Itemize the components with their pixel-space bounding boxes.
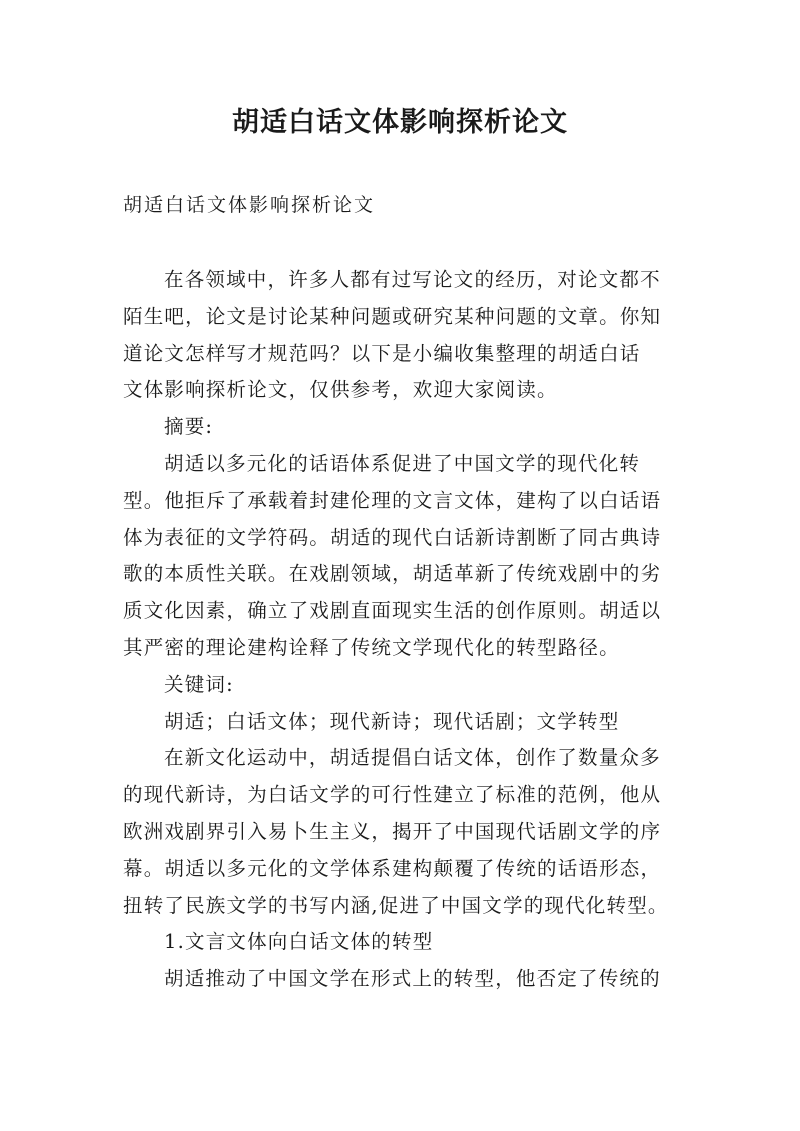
paragraph-line: 胡适推动了中国文学在形式上的转型，他否定了传统的: [164, 967, 661, 991]
paragraph-line: 欧洲戏剧界引入易卜生主义，揭开了中国现代话剧文学的序: [123, 819, 662, 843]
paragraph-line: 体为表征的文学符码。胡适的现代白话新诗割断了同古典诗: [123, 525, 662, 549]
paragraph-line: 其严密的理论建构诠释了传统文学现代化的转型路径。: [123, 635, 620, 659]
paragraph-line: 道论文怎样写才规范吗？以下是小编收集整理的胡适白话: [123, 341, 641, 365]
paragraph-line: 在新文化运动中，胡适提倡白话文体，创作了数量众多: [164, 746, 661, 770]
document-body: [123, 262, 683, 998]
document-subtitle: 胡适白话文体影响探析论文: [123, 194, 376, 216]
paragraph-line: 扭转了民族文学的书写内涵,促进了中国文学的现代化转型。: [123, 893, 669, 917]
paragraph-line: 胡适以多元化的话语体系促进了中国文学的现代化转: [164, 451, 641, 475]
keywords-list: 胡适；白话文体；现代新诗；现代话剧；文学转型: [164, 709, 620, 733]
paragraph-line: 歌的本质性关联。在戏剧领域，胡适革新了传统戏剧中的劣: [123, 562, 662, 586]
paragraph-line: 幕。胡适以多元化的文学体系建构颠覆了传统的话语形态，: [123, 856, 662, 880]
abstract-heading: 摘要:: [164, 415, 214, 439]
paragraph-line: 型。他拒斥了承载着封建伦理的文言文体，建构了以白话语: [123, 488, 662, 512]
paragraph-line: 陌生吧，论文是讨论某种问题或研究某种问题的文章。你知: [123, 304, 662, 328]
paragraph-line: 文体影响探析论文，仅供参考，欢迎大家阅读。: [123, 378, 558, 402]
page-title: 胡适白话文体影响探析论文: [232, 107, 568, 138]
paragraph-line: 在各领域中，许多人都有过写论文的经历，对论文都不: [164, 268, 661, 291]
keywords-heading: 关键词:: [164, 672, 234, 696]
paragraph-line: 质文化因素，确立了戏剧直面现实生活的创作原则。胡适以: [123, 599, 662, 623]
paragraph-line: 的现代新诗，为白话文学的可行性建立了标准的范例，他从: [123, 783, 662, 807]
section-heading: 1.文言文体向白话文体的转型: [164, 930, 434, 954]
